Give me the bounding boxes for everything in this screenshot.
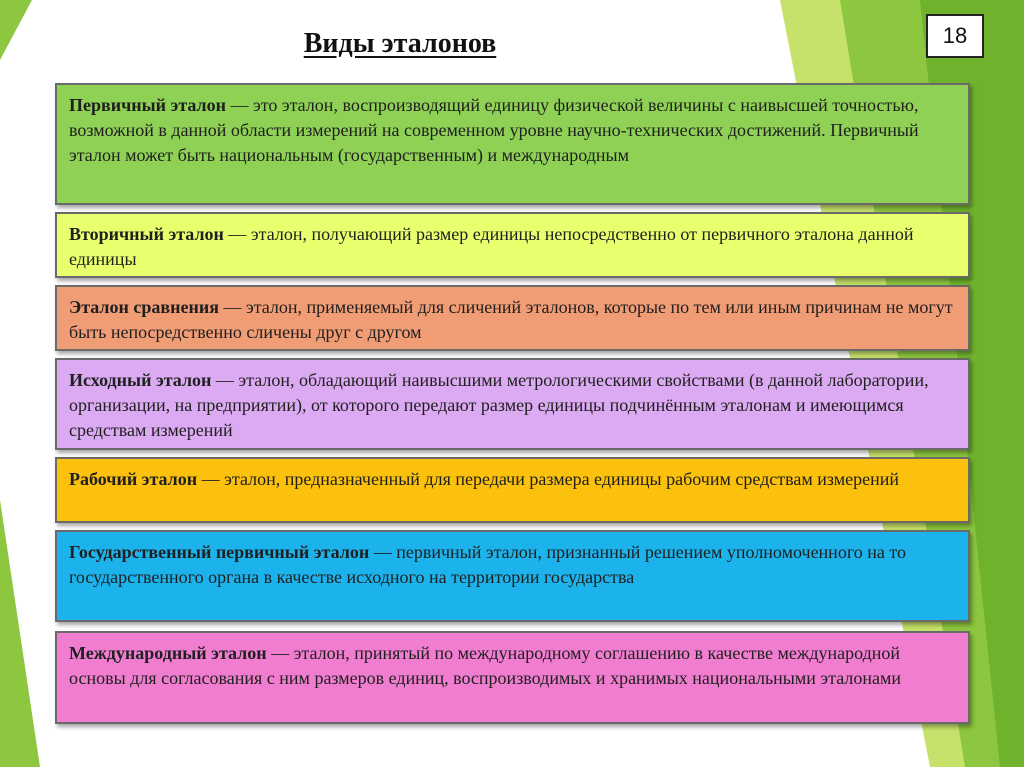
definition-text: — эталон, предназначенный для передачи размера единицы рабочим средствам измерений	[197, 469, 900, 489]
definition-card-secondary	[55, 212, 970, 278]
page-number-badge: 18	[926, 14, 984, 58]
definition-card-comparison	[55, 285, 970, 351]
definition-term: Исходный эталон	[69, 370, 212, 390]
definition-text: — первичный эталон, признанный решением уполномоченного на то государственного органа в качестве исходного на территории государства	[69, 542, 907, 587]
definition-text: — эталон, принятый по международному соглашению в качестве международной основы для согласования с ним размеров единиц, воспроизводимых и хранимых национальными эталонами	[69, 643, 901, 688]
definition-text: — эталон, применяемый для сличений эталонов, которые по тем или иным причинам не могут быть непосредственно сличены друг с другом	[69, 297, 953, 342]
slide-title: Виды эталонов	[303, 28, 497, 59]
definition-card-primary	[55, 83, 970, 205]
definition-term: Рабочий эталон	[69, 469, 198, 489]
definition-term: Вторичный эталон	[69, 224, 224, 244]
definition-term: Эталон сравнения	[69, 297, 219, 317]
definition-text: — это эталон, воспроизводящий единицу физической величины с наивысшей точностью, возможной в данной области измерений на современном уровне научно-технических достижений. Первичный эталон может быть национальным (государственным) и международным	[69, 95, 919, 165]
definition-term: Государственный первичный эталон	[69, 542, 370, 562]
definition-card-initial	[55, 358, 970, 450]
definition-card-international	[55, 631, 970, 724]
definition-card-working	[55, 457, 970, 523]
definition-term: Первичный эталон	[69, 95, 227, 115]
definition-text: — эталон, получающий размер единицы непосредственно от первичного эталона данной единицы	[69, 224, 914, 269]
definition-text: — эталон, обладающий наивысшими метрологическими свойствами (в данной лаборатории, организации, на предприятии), от которого передают размер единицы подчинённым эталонам и имеющимся средствам измерений	[69, 370, 929, 440]
definition-card-state-primary	[55, 530, 970, 622]
definition-term: Международный эталон	[69, 643, 267, 663]
